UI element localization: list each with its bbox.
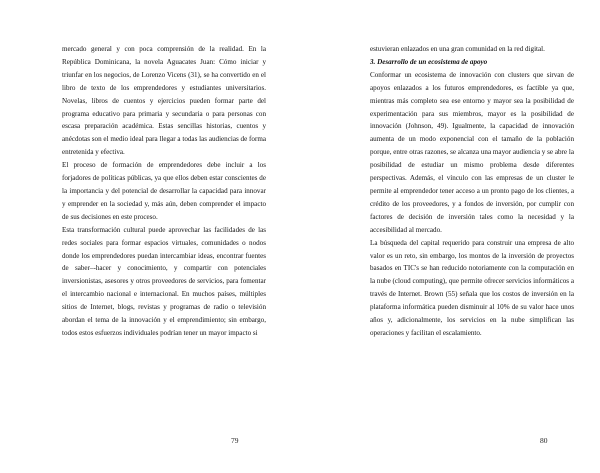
left-page-text <box>62 43 266 340</box>
right-page <box>300 0 600 473</box>
right-page-text <box>370 43 574 340</box>
paragraph: La búsqueda del capital requerido para construir una empresa de alto valor es un reto, sin embargo, los montos de la inversión de proyectos basados en TIC's se han reducido notoriamente con la computación en la nube (cloud computing), que permite ofrecer servicios informáticos a través de Internet. Brown (55) señala que los costos de inversión en la plataforma informática pueden disminuir al 10% de su valor hace unos años y, adicionalmente, los servicios en la nube simplifican las operaciones y facilitan el escalamiento. <box>370 238 574 337</box>
page-number: 79 <box>231 436 239 445</box>
page-number: 80 <box>540 436 548 445</box>
paragraph: estuvieran enlazados en una gran comunidad en la red digital. <box>370 45 545 53</box>
paragraph: El proceso de formación de emprendedores debe incluir a los forjadores de políticas públicas, ya que ellos deben estar conscientes de la importancia y del potencial de desarrollar la capacidad para innovar y emprender en la sociedad y, más aún, deben comprender el impacto de sus decisiones en este proceso. <box>62 161 266 221</box>
section-heading: 3. Desarrollo de un ecosistema de apoyo <box>370 57 488 66</box>
paragraph: Conformar un ecosistema de innovación con clusters que sirvan de apoyos enlazados a los futuros emprendedores, es factible ya que, mientras más completo sea ese entorno y mayor sea la posibilidad de experimentación para sus miembros, mayor es la posibilidad de innovación (Johnson, 49). Igualmente, la capacidad de innovación aumenta de un modo exponencial con el tamaño de la población porque, entre otras razones, se alcanza una mayor audiencia y se abre la posibilidad de estudiar un mismo problema desde diferentes perspectivas. Además, el vínculo con las empresas de un cluster le permite al emprendedor tener acceso a un pronto pago de los clientes, a crédito de los proveedores, y a fondos de inversión, por cumplir con factores de decisión de inversión tales como la necesidad y la accesibilidad al mercado. <box>370 70 574 234</box>
paragraph: Esta transformación cultural puede aprovechar las facilidades de las redes sociales para formar espacios virtuales, comunidades o nodos donde los emprendedores puedan intercambiar ideas, encontrar fuentes de saber–-hacer y conocimiento, y compartir con potenciales inversionistas, asesores y otros proveedores de servicios, para fomentar el intercambio nacional e internacional. En muchos países, múltiples sitios de Internet, blogs, revistas y programas de radio o televisión abordan el tema de la innovación y el emprendimiento; sin embargo, todos estos esfuerzos individuales podrían tener un mayor impacto si <box>62 225 266 337</box>
paragraph: mercado general y con poca comprensión de la realidad. En la República Dominicana, la novela Aguacates Juan: Cómo iniciar y triunfar en los negocios, de Lorenzo Vicens (31), se ha convertido en el libro de texto de los emprendedores y estudiantes universitarios. Novelas, libros de cuentos y ejercicios pueden formar parte del programa educativo para primaria y secundaria o para personas con escasa preparación académica. Estas sencillas historias, cuentos y anécdotas son el medio ideal para llegar a todas las audiencias de forma entretenida y efectiva. <box>62 45 266 157</box>
